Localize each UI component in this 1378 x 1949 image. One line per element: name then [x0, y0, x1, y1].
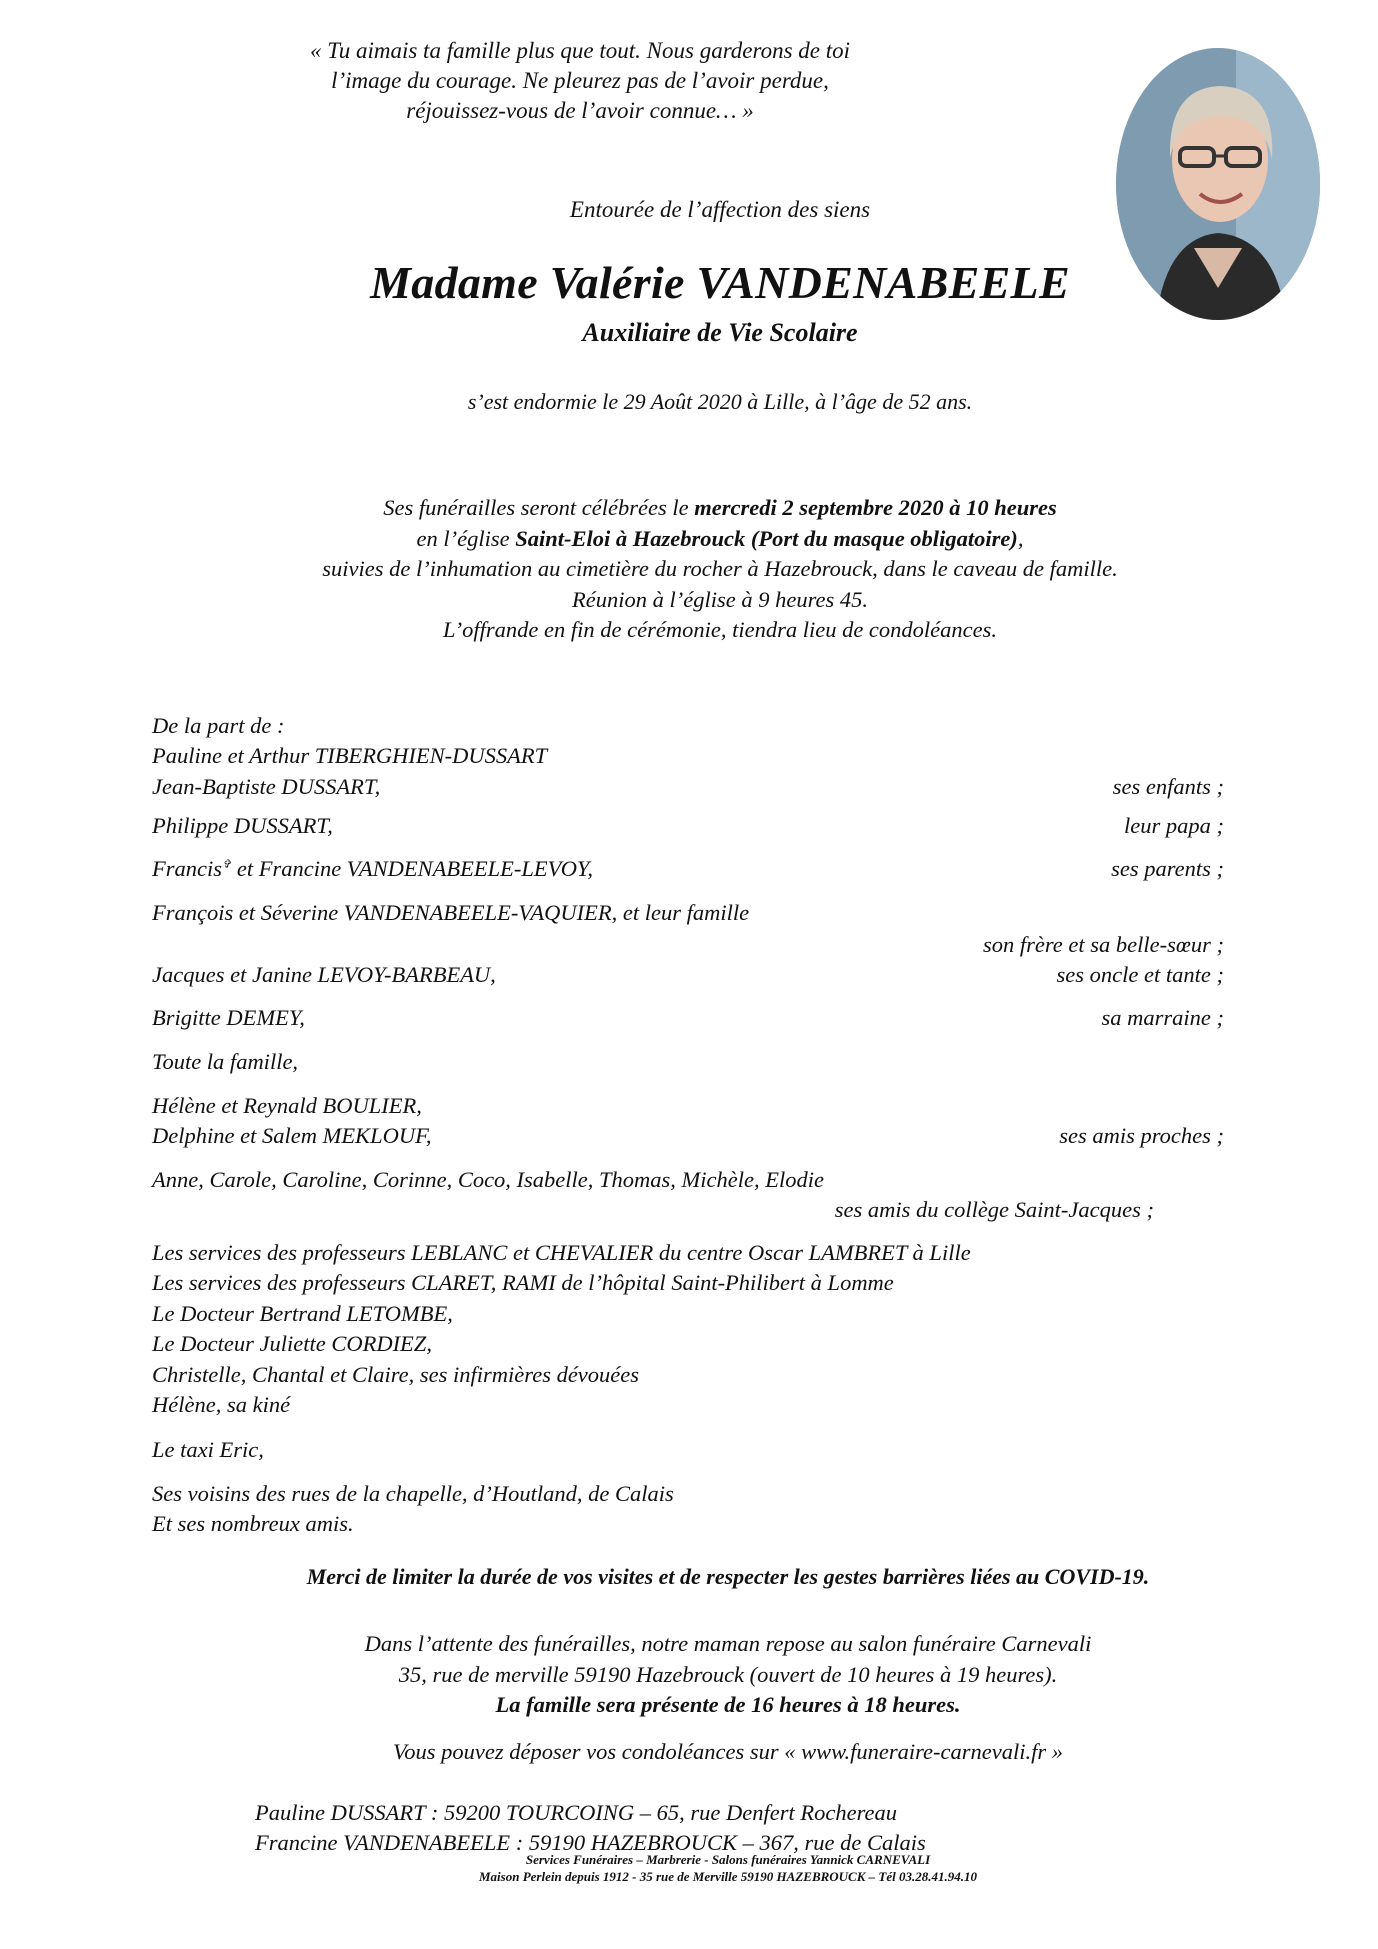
address-line: Francine VANDENABEELE : 59190 HAZEBROUCK – 367, rue de Calais [255, 1830, 926, 1855]
funeral-place-suffix: , [1017, 525, 1024, 551]
family-row: Brigitte DEMEY, sa marraine ; [152, 1005, 1224, 1030]
family-row: Les services des professeurs CLARET, RAMI de l’hôpital Saint-Philibert à Lomme [152, 1270, 894, 1295]
family-row: Jacques et Janine LEVOY-BARBEAU, ses oncle et tante ; [152, 962, 1224, 987]
family-row: Jean-Baptiste DUSSART, ses enfants ; [152, 774, 1224, 799]
quote-line: réjouissez-vous de l’avoir connue… » [406, 98, 754, 123]
funeral-date: mercredi 2 septembre 2020 à 10 heures [694, 495, 1057, 520]
family-row: Le taxi Eric, [152, 1437, 264, 1462]
meeting-line: Réunion à l’église à 9 heures 45. [572, 586, 868, 612]
quote-line: l’image du courage. Ne pleurez pas de l’avoir perdue, [331, 68, 829, 93]
epigraph-quote [240, 36, 920, 126]
deceased-name: Madame Valérie VANDENABEELE [370, 257, 1070, 308]
funeral-place-prefix: en l’église [416, 525, 516, 551]
death-notice: s’est endormie le 29 Août 2020 à Lille, à l’âge de 52 ans. [467, 389, 973, 414]
address-line: Pauline DUSSART : 59200 TOURCOING – 65, rue Denfert Rochereau [255, 1800, 898, 1825]
covid-notice: Merci de limiter la durée de vos visites et de respecter les gestes barrières liées au COVID-19. [306, 1564, 1150, 1589]
quote-line: « Tu aimais ta famille plus que tout. Nous garderons de toi [309, 38, 851, 63]
family-header: De la part de : [152, 713, 285, 738]
funeral-place-line [0, 524, 1378, 555]
family-row: Le Docteur Bertrand LETOMBE, [152, 1301, 453, 1326]
footer-line: Services Funéraires – Marbrerie - Salons funéraires Yannick CARNEVALI [525, 1852, 931, 1867]
family-row: Le Docteur Juliette CORDIEZ, [152, 1331, 432, 1356]
family-row: Christelle, Chantal et Claire, ses infirmières dévouées [152, 1362, 640, 1387]
visitation-line: Dans l’attente des funérailles, notre maman repose au salon funéraire Carnevali [364, 1631, 1092, 1656]
funeral-date-line [0, 493, 1378, 524]
family-row: son frère et sa belle-sœur ; [982, 932, 1224, 957]
family-row: Toute la famille, [152, 1049, 299, 1074]
condolences-line: Vous pouvez déposer vos condoléances sur « www.funeraire-carnevali.fr » [393, 1739, 1063, 1764]
family-row: Les services des professeurs LEBLANC et CHEVALIER du centre Oscar LAMBRET à Lille [152, 1240, 971, 1265]
funeral-date-prefix: Ses funérailles seront célébrées le [383, 495, 695, 520]
visitation-info [0, 1629, 1378, 1721]
family-addresses [255, 1798, 926, 1858]
family-presence: La famille sera présente de 16 heures à 18 heures. [495, 1692, 961, 1717]
family-row: Philippe DUSSART, leur papa ; [152, 813, 1224, 838]
family-row: Hélène et Reynald BOULIER, [152, 1093, 422, 1118]
funeral-details [0, 493, 1378, 646]
cross-icon: ✞ [222, 858, 232, 871]
family-row: Anne, Carole, Caroline, Corinne, Coco, Isabelle, Thomas, Michèle, Elodie [152, 1167, 824, 1192]
intro-line: Entourée de l’affection des siens [569, 197, 871, 222]
family-row: Delphine et Salem MEKLOUF, ses amis proches ; [152, 1123, 1224, 1148]
burial-line: suivies de l’inhumation au cimetière du rocher à Hazebrouck, dans le caveau de famille. [322, 556, 1118, 581]
family-row: Pauline et Arthur TIBERGHIEN-DUSSART [152, 743, 548, 768]
offering-line: L’offrande en fin de cérémonie, tiendra lieu de condoléances. [442, 617, 998, 642]
deceased-occupation: Auxiliaire de Vie Scolaire [582, 318, 858, 347]
family-row: ses amis du collège Saint-Jacques ; [834, 1197, 1154, 1222]
family-row: Et ses nombreux amis. [152, 1511, 354, 1536]
family-row: Francis✞ et Francine VANDENABEELE-LEVOY, ses parents ; [152, 856, 1224, 881]
footer-line: Maison Perlein depuis 1912 - 35 rue de Merville 59190 HAZEBROUCK – Tél 03.28.41.94.10 [479, 1869, 977, 1884]
visitation-address: 35, rue de merville 59190 Hazebrouck (ouvert de 10 heures à 19 heures). [398, 1661, 1058, 1687]
family-row: Hélène, sa kiné [152, 1392, 291, 1417]
family-row: Ses voisins des rues de la chapelle, d’Houtland, de Calais [152, 1481, 674, 1506]
funeral-place: Saint-Eloi à Hazebrouck (Port du masque obligatoire) [515, 525, 1018, 551]
family-row: François et Séverine VANDENABEELE-VAQUIER, et leur famille [152, 900, 750, 925]
funeral-home-footer [0, 1851, 1378, 1885]
